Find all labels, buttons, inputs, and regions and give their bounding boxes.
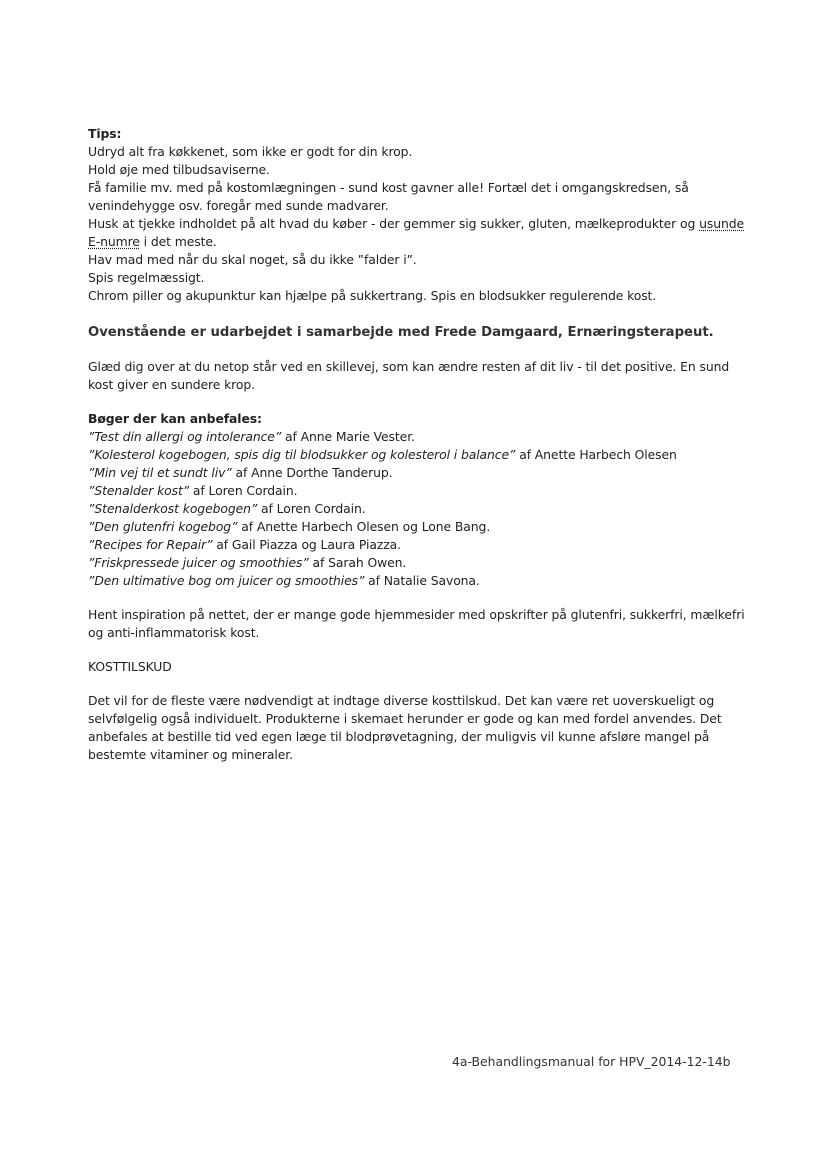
tip-item: venindehygge osv. foregår med sunde madvarer. bbox=[88, 198, 389, 213]
book-item bbox=[88, 446, 738, 464]
supplements-paragraph-line: selvfølgelig også individuelt. Produkterne i skemaet herunder er gode og kan med fordel anvendes. Det bbox=[88, 711, 722, 726]
husk-text: Husk at tjekke indholdet på alt hvad du køber - der gemmer sig sukker, gluten, mælkeprodukter og bbox=[88, 216, 700, 231]
inspiration-paragraph-line: og anti-inflammatorisk kost. bbox=[88, 625, 260, 640]
intro-paragraph-line: kost giver en sundere krop. bbox=[88, 377, 255, 392]
husk-text-end: i det meste. bbox=[139, 234, 217, 249]
book-author: af Natalie Savona. bbox=[364, 573, 480, 588]
intro-paragraph-line: Glæd dig over at du netop står ved en skillevej, som kan ændre resten af dit liv - til det positive. En sund bbox=[88, 359, 730, 374]
inspiration-paragraph-line: Hent inspiration på nettet, der er mange gode hjemmesider med opskrifter på glutenfri, sukkerfri, mælkefri bbox=[88, 607, 745, 622]
book-title: ”Friskpressede juicer og smoothies” bbox=[88, 555, 309, 570]
usunde-link[interactable]: usunde bbox=[699, 216, 744, 231]
book-item bbox=[88, 518, 738, 536]
tips-heading: Tips: bbox=[88, 126, 122, 141]
book-author: af Anne Marie Vester. bbox=[281, 429, 415, 444]
supplements-paragraph-line: Det vil for de fleste være nødvendigt at indtage diverse kosttilskud. Det kan være ret uoverskueligt og bbox=[88, 693, 715, 708]
collab-heading: Ovenstående er udarbejdet i samarbejde med Frede Damgaard, Ernæringsterapeut. bbox=[88, 325, 714, 340]
tip-item: Chrom piller og akupunktur kan hjælpe på sukkertrang. Spis en blodsukker regulerende kost. bbox=[88, 288, 657, 303]
supplements-paragraph-line: anbefales at bestille tid ved egen læge til blodprøvetagning, der muligvis vil kunne afsløre mangel på bbox=[88, 729, 710, 744]
book-title: ”Test din allergi og intolerance” bbox=[88, 429, 282, 444]
page-footer: 4a-Behandlingsmanual for HPV_2014-12-14b bbox=[452, 1054, 731, 1069]
book-title: ”Stenalder kost” bbox=[88, 483, 190, 498]
book-author: af Sarah Owen. bbox=[308, 555, 407, 570]
tip-item: Få familie mv. med på kostomlægningen - sund kost gavner alle! Fortæl det i omgangskredsen, så bbox=[88, 180, 689, 195]
book-title: ”Min vej til et sundt liv” bbox=[88, 465, 232, 480]
book-item bbox=[88, 536, 738, 554]
tip-item-husk bbox=[88, 215, 744, 233]
book-title: ”Den ultimative bog om juicer og smoothies” bbox=[88, 573, 365, 588]
supplements-paragraph-line: bestemte vitaminer og mineraler. bbox=[88, 747, 293, 762]
book-title: ”Kolesterol kogebogen, spis dig til blodsukker og kolesterol i balance” bbox=[88, 447, 516, 462]
book-author: af Anette Harbech Olesen bbox=[515, 447, 677, 462]
book-item bbox=[88, 464, 738, 482]
book-author: af Loren Cordain. bbox=[189, 483, 298, 498]
book-item bbox=[88, 428, 738, 446]
tip-item: Hav mad med når du skal noget, så du ikke ”falder i”. bbox=[88, 252, 417, 267]
books-heading: Bøger der kan anbefales: bbox=[88, 411, 262, 426]
book-title: ”Stenalderkost kogebogen” bbox=[88, 501, 258, 516]
document-page bbox=[88, 125, 745, 764]
book-item bbox=[88, 482, 738, 500]
tip-item-husk-cont bbox=[88, 233, 738, 251]
book-author: af Anne Dorthe Tanderup. bbox=[231, 465, 393, 480]
book-item bbox=[88, 500, 738, 518]
book-item bbox=[88, 572, 738, 590]
book-item bbox=[88, 554, 738, 572]
book-title: ”Den glutenfri kogebog” bbox=[88, 519, 238, 534]
book-author: af Loren Cordain. bbox=[257, 501, 366, 516]
tip-item: Hold øje med tilbudsaviserne. bbox=[88, 162, 270, 177]
tip-item: Udryd alt fra køkkenet, som ikke er godt for din krop. bbox=[88, 144, 413, 159]
tip-item: Spis regelmæssigt. bbox=[88, 270, 205, 285]
book-author: af Anette Harbech Olesen og Lone Bang. bbox=[237, 519, 491, 534]
book-author: af Gail Piazza og Laura Piazza. bbox=[212, 537, 401, 552]
supplements-heading: KOSTTILSKUD bbox=[88, 659, 172, 674]
e-numre-link[interactable]: E-numre bbox=[88, 234, 140, 249]
book-title: ”Recipes for Repair” bbox=[88, 537, 213, 552]
